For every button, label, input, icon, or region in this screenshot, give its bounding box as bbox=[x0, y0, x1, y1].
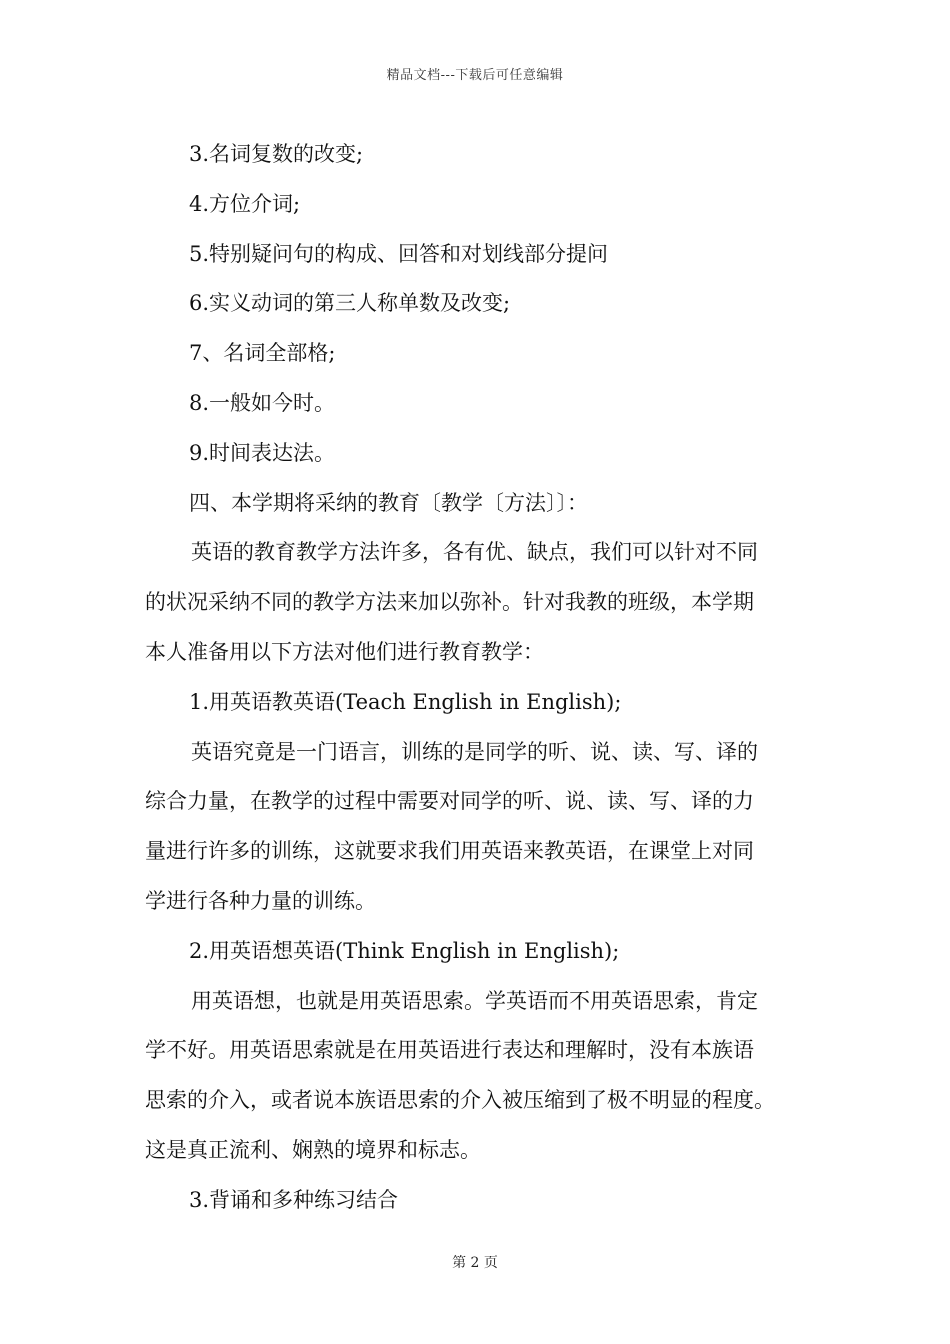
paragraph-line: 量进行许多的训练，这就要求我们用英语来教英语，在课堂上对同 bbox=[145, 839, 754, 864]
paragraph-line: 本人准备用以下方法对他们进行教育教学： bbox=[145, 639, 544, 664]
paragraph-line: 学不好。用英语思索就是在用英语进行表达和理解时，没有本族语 bbox=[145, 1038, 754, 1063]
list-item-noun-plural: 3.名词复数的改变; bbox=[189, 142, 364, 166]
page-header: 精品文档---下载后可任意编辑 bbox=[386, 68, 564, 83]
paragraph-line: 思索的介入，或者说本族语思索的介入被压缩到了极不明显的程度。 bbox=[145, 1088, 775, 1113]
paragraph-line: 用英语想，也就是用英语思索。学英语而不用英语思索，肯定 bbox=[191, 988, 758, 1013]
list-item-wh-questions: 5.特别疑问句的构成、回答和对划线部分提问 bbox=[189, 241, 609, 266]
paragraph-line: 综合力量，在教学的过程中需要对同学的听、说、读、写、译的力 bbox=[145, 789, 754, 814]
method-heading-think: 2.用英语想英语(Think English in English); bbox=[189, 938, 620, 963]
list-item-prepositions: 4.方位介词; bbox=[189, 191, 301, 216]
list-item-possessive: 7、名词全部格; bbox=[189, 341, 336, 366]
page-number: 第 2 页 bbox=[452, 1255, 498, 1271]
section-heading-methods: 四、本学期将采纳的教育〔教学〔方法〕〕： bbox=[189, 490, 588, 515]
paragraph-line: 英语的教育教学方法许多，各有优、缺点，我们可以针对不同 bbox=[191, 540, 758, 565]
paragraph-line: 这是真正流利、娴熟的境界和标志。 bbox=[145, 1137, 481, 1162]
method-heading-teach: 1.用英语教英语(Teach English in English); bbox=[189, 689, 622, 714]
list-item-present-tense: 8.一般如今时。 bbox=[189, 390, 336, 415]
paragraph-line: 的状况采纳不同的教学方法来加以弥补。针对我教的班级，本学期 bbox=[145, 590, 754, 615]
method-heading-recite: 3.背诵和多种练习结合 bbox=[189, 1187, 399, 1212]
page-body bbox=[145, 130, 820, 1226]
list-item-third-person: 6.实义动词的第三人称单数及改变; bbox=[189, 291, 511, 316]
paragraph-line: 英语究竟是一门语言，训练的是同学的听、说、读、写、译的 bbox=[191, 739, 758, 764]
paragraph-line: 学进行各种力量的训练。 bbox=[145, 888, 376, 913]
list-item-time-expression: 9.时间表达法。 bbox=[189, 440, 336, 465]
